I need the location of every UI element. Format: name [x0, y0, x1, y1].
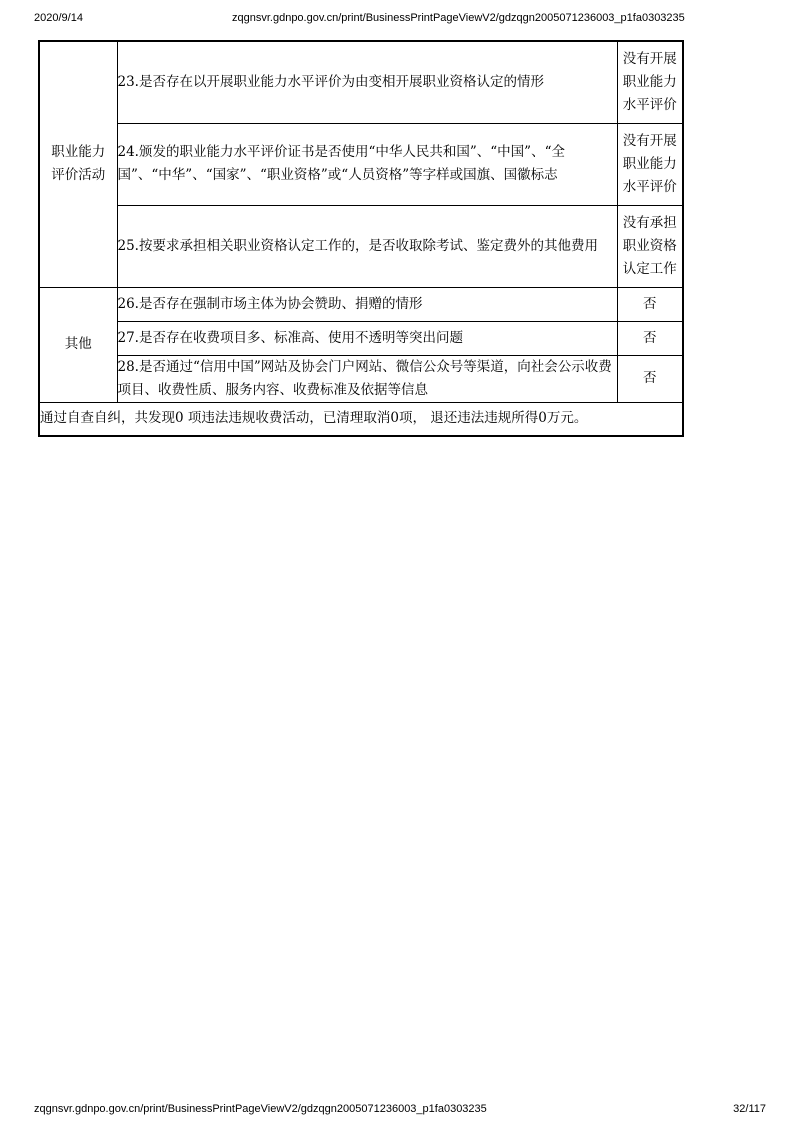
table-row — [39, 41, 683, 123]
summary-row — [39, 402, 683, 436]
item-cell: 24.颁发的职业能力水平评价证书是否使用“中华人民共和国”、“中国”、“全国”、“中华”、“国家”、“职业资格”或“人员资格”等字样或国旗、国徽标志 — [117, 123, 617, 205]
category-cell: 其他 — [39, 287, 117, 402]
print-date: 2020/9/14 — [34, 12, 83, 24]
table-row — [39, 123, 683, 205]
fee-inspection-table — [38, 40, 684, 437]
result-cell: 否 — [617, 287, 683, 321]
category-cell: 职业能力评价活动 — [39, 41, 117, 287]
result-cell: 没有开展职业能力水平评价 — [617, 123, 683, 205]
table-row — [39, 287, 683, 321]
item-cell: 23.是否存在以开展职业能力水平评价为由变相开展职业资格认定的情形 — [117, 41, 617, 123]
footer-url: zqgnsvr.gdnpo.gov.cn/print/BusinessPrintPageViewV2/gdzqgn2005071236003_p1fa0303235 — [34, 1103, 487, 1115]
result-cell: 否 — [617, 321, 683, 355]
summary-text: 通过自查自纠，共发现0 项违法违规收费活动，已清理取消0项， 退还违法违规所得0万元。 — [39, 402, 683, 436]
table-row — [39, 321, 683, 355]
table-row — [39, 355, 683, 402]
item-cell: 27.是否存在收费项目多、标准高、使用不透明等突出问题 — [117, 321, 617, 355]
result-cell: 否 — [617, 355, 683, 402]
item-cell: 28.是否通过“信用中国”网站及协会门户网站、微信公众号等渠道，向社会公示收费项目、收费性质、服务内容、收费标准及依据等信息 — [117, 355, 617, 402]
item-cell: 25.按要求承担相关职业资格认定工作的，是否收取除考试、鉴定费外的其他费用 — [117, 205, 617, 287]
item-cell: 26.是否存在强制市场主体为协会赞助、捐赠的情形 — [117, 287, 617, 321]
result-cell: 没有开展职业能力水平评价 — [617, 41, 683, 123]
page-number: 32/117 — [733, 1103, 766, 1115]
result-cell: 没有承担职业资格认定工作 — [617, 205, 683, 287]
print-url: zqgnsvr.gdnpo.gov.cn/print/BusinessPrintPageViewV2/gdzqgn2005071236003_p1fa0303235 — [232, 12, 685, 24]
table-row — [39, 205, 683, 287]
